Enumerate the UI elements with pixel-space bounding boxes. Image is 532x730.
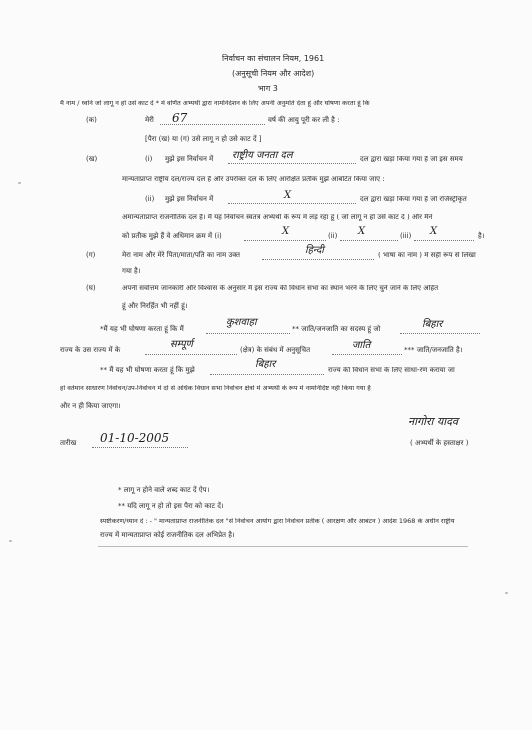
item-b-line2: मान्यताप्राप्त राष्ट्रीय दल/राज्य दल है और उपरोक्त दल के लिए आरक्षित प्रतीक मुझे आबंटित किया जाए :	[122, 176, 385, 183]
scan-speck	[9, 540, 12, 542]
item-b-line5-iii: (iii)	[400, 232, 412, 240]
item-b-line4: अमान्यताप्राप्त राजनीतिक दल है। मैं यह निर्वाचन स्वतंत्र अभ्यर्थी के रूप में लड़ रहा हूं ( जो लागू न हो उसे काट दें ) और मैंने	[122, 214, 433, 221]
category-field-line	[332, 354, 402, 355]
item-c-line2: गया है।	[122, 267, 141, 275]
decl2-line2: हो वर्तमान साधारण निर्वाचन/उप-निर्वाचन में दो से अधिक विधान सभा निर्वाचन क्षेत्रों में अभ्यर्थी के रूप में नामनिर्दिष्ट नहीं किया गया है	[60, 385, 371, 392]
caste-value: कुशवाहा	[226, 317, 257, 328]
decl2-tail: राज्य की विधान सभा के लिए साधा-रण कराया जा	[328, 367, 455, 374]
explanation-line2: राज्य में मान्यताप्राप्त कोई राजनीतिक दल अभिप्रेत है।	[100, 531, 235, 539]
item-b-line5-end: है।	[478, 232, 485, 240]
item-b-sub2-text: मुझे इस निर्वाचन में	[165, 195, 214, 203]
date-label: तारीख	[60, 439, 77, 447]
party-field-line	[228, 163, 356, 164]
scan-speck	[18, 182, 21, 184]
decl2-line3: और न ही किया जाएगा।	[60, 402, 121, 410]
decl2-prefix: ** मैं यह भी घोषणा करता हूं कि मुझे	[100, 366, 195, 374]
form-subtitle: (अनुसूची नियम और आदेश)	[232, 69, 315, 78]
age-value: 67	[172, 111, 188, 125]
decl1-prefix: *मैं यह भी घोषणा करता हूं कि मैं	[100, 325, 184, 333]
category-value: जाति	[352, 340, 371, 351]
footnote-1: * लागू न होने वाले शब्द काट दें ऐप।	[118, 486, 210, 494]
item-b-sub1-text: मुझे इस निर्वाचन में	[165, 155, 214, 163]
item-b-sub2-tail: दल द्वारा खड़ा किया गया है जो रजिस्ट्रीकृत	[360, 196, 467, 203]
symbol1-value: X	[282, 226, 290, 237]
symbol2-value: X	[358, 226, 366, 237]
candidate-signature: नागोरा यादव	[408, 415, 459, 428]
explanation-line1: स्पष्टीकरण/ध्यान दें : - " मान्यताप्राप्त राजनीतिक दल "से निर्वाचन आयोग द्वारा निर्वाचन प्रतीक ( आरक्षण और आबंटन ) आदेश 1968 के अधीन राष्ट्रीय	[100, 518, 455, 525]
item-a-suffix: वर्ष की आयु पूरी कर ली है :	[268, 116, 340, 124]
item-b-marker: (ख)	[86, 155, 98, 163]
decl1-line2-end: *** जाति/जनजाति है।	[404, 346, 463, 354]
item-b-line5-text: को प्रतीक मुझे हैं वे अधिमान क्रम में (i)	[122, 232, 222, 240]
decl1-line2-mid: (क्षेत्र) के संबंध में अनुसूचित	[240, 346, 311, 354]
item-d-marker: (घ)	[86, 284, 96, 292]
item-d-line2: हूं और निरर्हित भी नहीं हूं।	[122, 302, 188, 310]
item-b-line5-ii: (ii)	[328, 232, 338, 240]
item-b-sub2-marker: (ii)	[145, 195, 155, 203]
date-value: 01-10-2005	[100, 431, 170, 445]
signature-caption: ( अभ्यर्थी के हस्ताक्षर )	[410, 439, 469, 447]
decl1-mid: ** जाति/जनजाति का सदस्य हूं जो	[292, 325, 381, 333]
party-value: राष्ट्रीय जनता दल	[232, 150, 293, 161]
item-a-label: मेरी	[145, 116, 154, 124]
item-a-marker: (क)	[86, 116, 97, 124]
area-value: सम्पूर्ण	[170, 339, 193, 350]
date-field-line	[92, 447, 188, 448]
party2-field-line	[228, 203, 356, 204]
symbol2-field-line	[340, 240, 398, 241]
item-c-text: मेरा नाम और मेरे पिता/माता/पति का नाम उक्त	[122, 251, 240, 259]
state-field-line	[400, 333, 480, 334]
area-field-line	[145, 354, 237, 355]
item-b-sub1-tail: दल द्वारा खड़ा किया गया है जो इस समय	[360, 156, 463, 163]
item-c-marker: (ग)	[86, 251, 96, 259]
form-title: निर्वाचन का संचालन नियम, 1961	[222, 54, 325, 63]
caste-field-line	[206, 333, 290, 334]
item-c-tail: ( भाषा का नाम ) में सही रूप से लिखा	[378, 252, 476, 259]
language-field-line	[262, 259, 374, 260]
bottom-rule	[98, 546, 468, 547]
item-b-note: [पैरा (ख) या (ग) उसे लागू न हो उसे काट दें ]	[145, 135, 262, 143]
decl1-line2-prefix: राज्य के उस राज्य में के	[60, 346, 121, 354]
symbol1-field-line	[244, 240, 326, 241]
symbol3-field-line	[414, 240, 474, 241]
scan-speck	[505, 592, 508, 594]
state2-value: बिहार	[255, 359, 276, 370]
symbol3-value: X	[430, 226, 438, 237]
state-value: बिहार	[422, 319, 443, 330]
state2-field-line	[210, 374, 324, 375]
intro-text: मैं नाम / ध्वनि जो लागू न हो उसे काट दें * में वर्णित अभ्यर्थी द्वारा नामनिर्देशन के लिए अपनी अनुमति देता हूं और घोषणा करता हूं कि	[60, 100, 370, 107]
party2-value: X	[284, 190, 292, 201]
language-value: हिन्दी	[305, 245, 324, 256]
form-part: भाग 3	[258, 84, 278, 93]
item-b-sub1-marker: (i)	[145, 155, 153, 163]
footnote-2: ** यदि लागू न हो तो इस पैरा को काट दें।	[118, 502, 224, 510]
item-d-text: अपनी सर्वोत्तम जानकारी और विश्वास के अनुसार मैं इस राज्य की विधान सभा का स्थान भरने के लिए चुने जाने के लिए अर्हित	[122, 285, 439, 292]
